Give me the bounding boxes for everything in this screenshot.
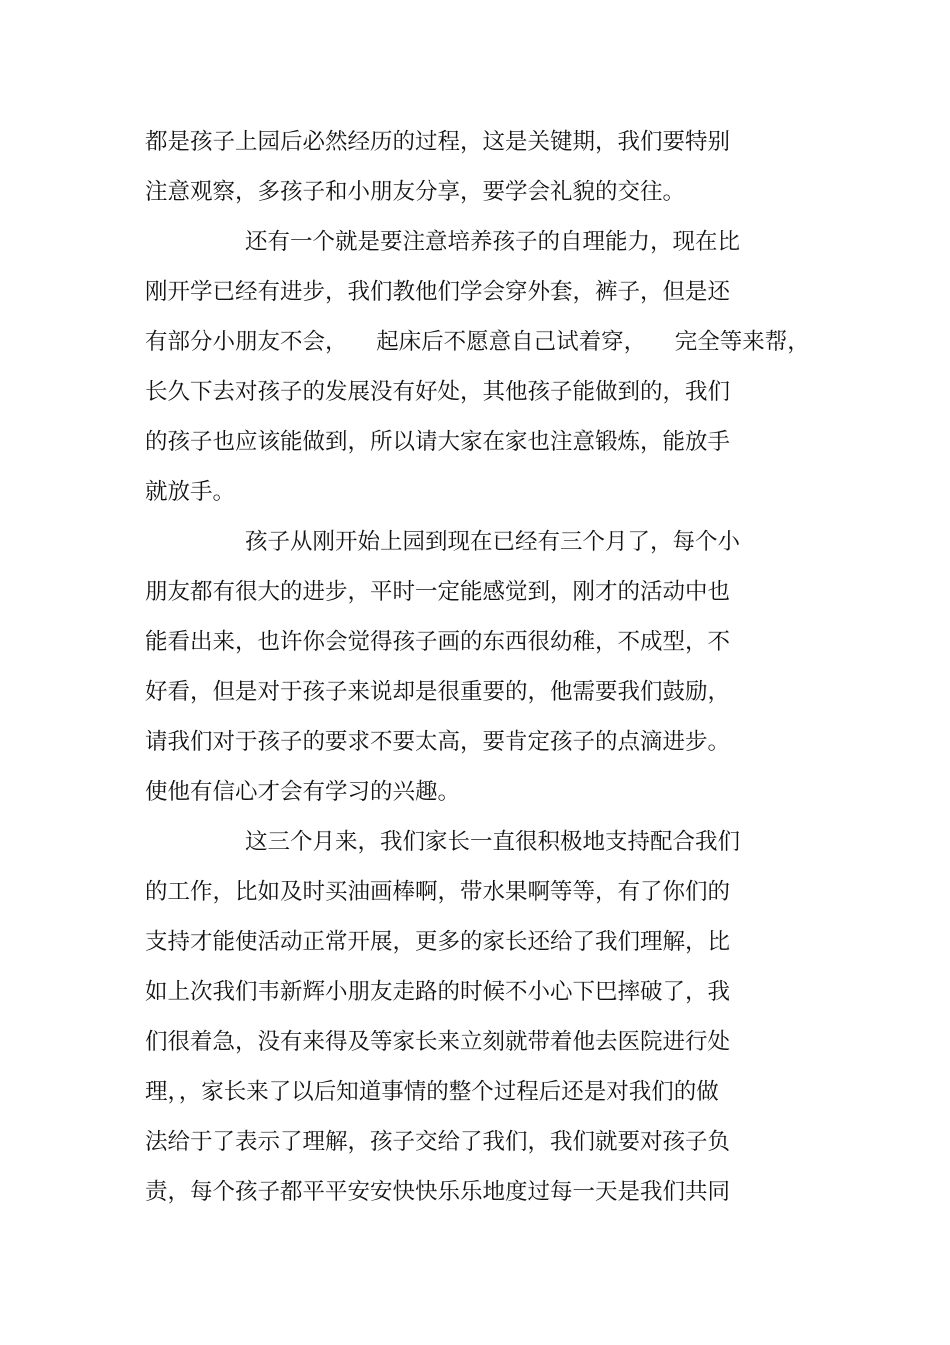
text-line: 就放手。 <box>145 479 236 505</box>
paragraph-first-line: 这三个月来，我们家长一直很积极地支持配合我们 <box>245 829 741 855</box>
text-line: 朋友都有很大的进步，平时一定能感觉到，刚才的活动中也 <box>145 579 731 605</box>
paragraph-first-line: 孩子从刚开始上园到现在已经有三个月了，每个小 <box>245 529 741 555</box>
text-line: 理，，家长来了以后知道事情的整个过程后还是对我们的做 <box>145 1079 719 1105</box>
text-line: 们很着急，没有来得及等家长来立刻就带着他去医院进行处 <box>145 1029 731 1055</box>
text-line: 请我们对于孩子的要求不要太高，要肯定孩子的点滴进步。 <box>145 729 731 755</box>
text-line: 法给于了表示了理解，孩子交给了我们，我们就要对孩子负 <box>145 1129 731 1155</box>
text-line: 有部分小朋友不会， 起床后不愿意自己试着穿， 完全等来帮， <box>145 329 810 355</box>
text-line: 如上次我们韦新辉小朋友走路的时候不小心下巴摔破了，我 <box>145 979 731 1005</box>
text-line: 长久下去对孩子的发展没有好处，其他孩子能做到的，我们 <box>145 379 731 405</box>
text-line: 刚开学已经有进步，我们教他们学会穿外套，裤子，但是还 <box>145 279 731 305</box>
text-line: 的孩子也应该能做到，所以请大家在家也注意锻炼，能放手 <box>145 429 731 455</box>
text-line: 的工作，比如及时买油画棒啊，带水果啊等等，有了你们的 <box>145 879 731 905</box>
text-line: 能看出来，也许你会觉得孩子画的东西很幼稚，不成型，不 <box>145 629 731 655</box>
text-line: 使他有信心才会有学习的兴趣。 <box>145 779 461 805</box>
paragraph-first-line: 还有一个就是要注意培养孩子的自理能力，现在比 <box>245 229 741 255</box>
text-line: 责，每个孩子都平平安安快快乐乐地度过每一天是我们共同 <box>145 1179 731 1205</box>
text-line: 好看，但是对于孩子来说却是很重要的，他需要我们鼓励， <box>145 679 731 705</box>
text-line: 支持才能使活动正常开展，更多的家长还给了我们理解，比 <box>145 929 731 955</box>
text-line: 都是孩子上园后必然经历的过程，这是关键期，我们要特别 <box>145 129 731 155</box>
text-line: 注意观察，多孩子和小朋友分享，要学会礼貌的交往。 <box>145 179 686 205</box>
